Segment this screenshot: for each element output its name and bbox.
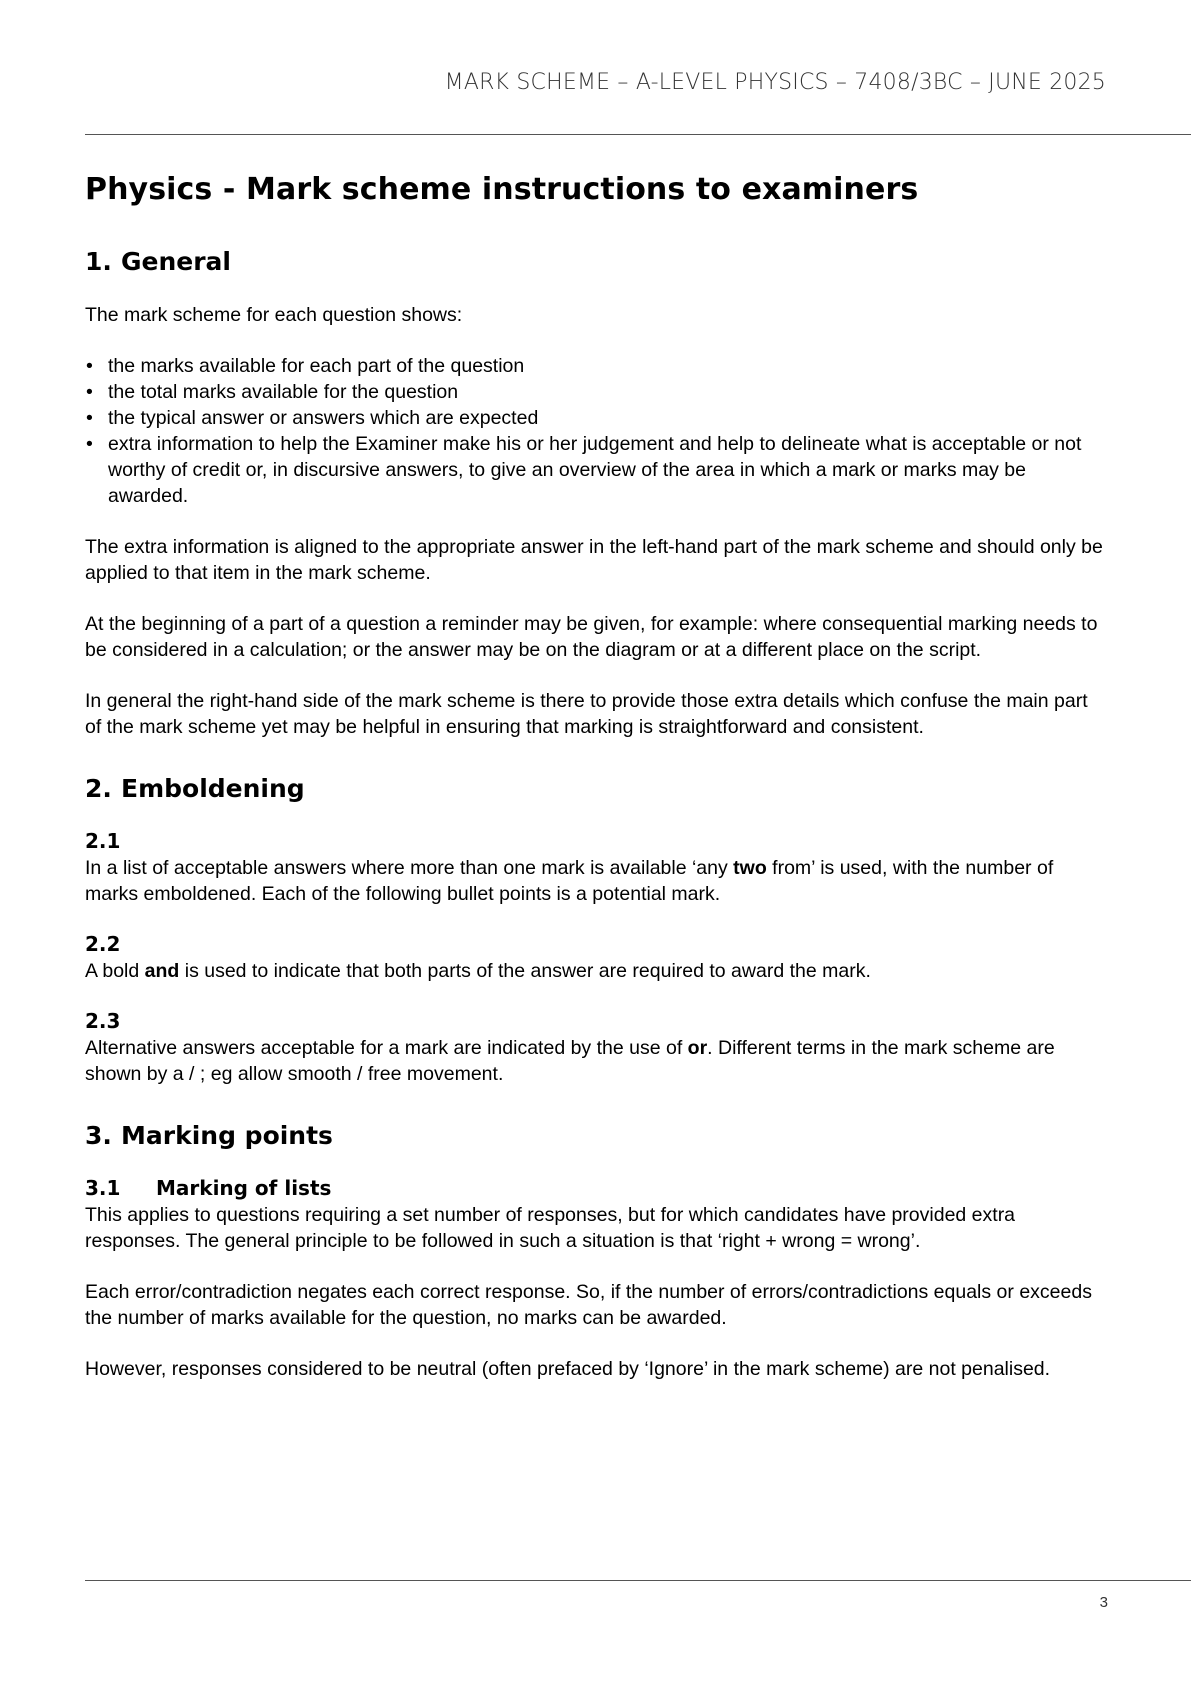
- list-item: • the typical answer or answers which are expected: [86, 407, 539, 429]
- main-content: [85, 172, 1105, 1407]
- subsection-number-2-1: 2.1: [85, 829, 121, 853]
- general-paragraph: In general the right-hand side of the mark scheme is there to provide those extra details which confuse the main part of the mark scheme yet may be helpful in ensuring that marking is straightforward and consistent.: [85, 690, 1088, 738]
- general-bullet-list: [85, 353, 1105, 509]
- page-title: Physics - Mark scheme instructions to examiners: [85, 172, 919, 207]
- list-item: • the total marks available for the question: [86, 381, 459, 403]
- marking-paragraph: Each error/contradiction negates each correct response. So, if the number of errors/contradictions equals or exceeds the number of marks available for the question, no marks can be awarded.: [85, 1281, 1092, 1329]
- footer-rule: [85, 1580, 1191, 1581]
- header-rule: [85, 134, 1191, 135]
- marking-paragraph: This applies to questions requiring a set number of responses, but for which candidates have provided extra responses. The general principle to be followed in such a situation is that ‘right + wrong = wrong’.: [85, 1204, 1016, 1252]
- section-heading-marking-points: [85, 1121, 1105, 1150]
- subsection-number: 3.1: [85, 1176, 121, 1200]
- subsection-text-2-1: In a list of acceptable answers where more than one mark is available ‘any two from’ is used, with the number of marks emboldened. Each of the following bullet points is a potential mark.: [85, 857, 1054, 905]
- subsection-text-2-3: Alternative answers acceptable for a mark are indicated by the use of or. Different terms in the mark scheme are shown by a / ; eg allow smooth / free movement.: [85, 1037, 1055, 1085]
- section-heading-general: [85, 247, 1105, 276]
- page-number: 3: [1099, 1594, 1108, 1611]
- general-paragraph: At the beginning of a part of a question a reminder may be given, for example: where consequential marking needs to be considered in a calculation; or the answer may be on the diagram or at a different place on the script.: [85, 613, 1098, 661]
- subsection-heading-3-1: [85, 1176, 1105, 1200]
- section-number: 3.: [85, 1121, 112, 1150]
- list-item: • the marks available for each part of the question: [86, 355, 525, 377]
- subsection-title: Marking of lists: [156, 1176, 332, 1200]
- section-number: 1.: [85, 247, 112, 276]
- bullet-icon: •: [86, 433, 93, 455]
- bullet-icon: •: [86, 381, 93, 403]
- section-title: Emboldening: [121, 774, 305, 803]
- section-number: 2.: [85, 774, 112, 803]
- list-item: • extra information to help the Examiner make his or her judgement and help to delineate what is acceptable or not worthy of credit or, in discursive answers, to give an overview of the area in which a mark or marks may be awarded.: [86, 433, 1082, 507]
- section-title: General: [121, 247, 231, 276]
- subsection-number-2-3: 2.3: [85, 1009, 121, 1033]
- subsection-number-2-2: 2.2: [85, 932, 121, 956]
- marking-paragraph: However, responses considered to be neutral (often prefaced by ‘Ignore’ in the mark scheme) are not penalised.: [85, 1358, 1051, 1380]
- section-heading-emboldening: [85, 774, 1105, 803]
- section-emboldening: [85, 774, 1105, 1087]
- general-paragraph: The extra information is aligned to the appropriate answer in the left-hand part of the mark scheme and should only be applied to that item in the mark scheme.: [85, 536, 1103, 584]
- subsection-text-2-2: A bold and is used to indicate that both parts of the answer are required to award the mark.: [85, 960, 871, 982]
- running-header: MARK SCHEME – A-LEVEL PHYSICS – 7408/3BC – JUNE 2025: [444, 70, 1106, 95]
- section-title: Marking points: [121, 1121, 333, 1150]
- section-general: [85, 247, 1105, 740]
- bullet-icon: •: [86, 407, 93, 429]
- bullet-icon: •: [86, 355, 93, 377]
- section-marking-points: [85, 1121, 1105, 1382]
- general-intro: The mark scheme for each question shows:: [85, 304, 463, 326]
